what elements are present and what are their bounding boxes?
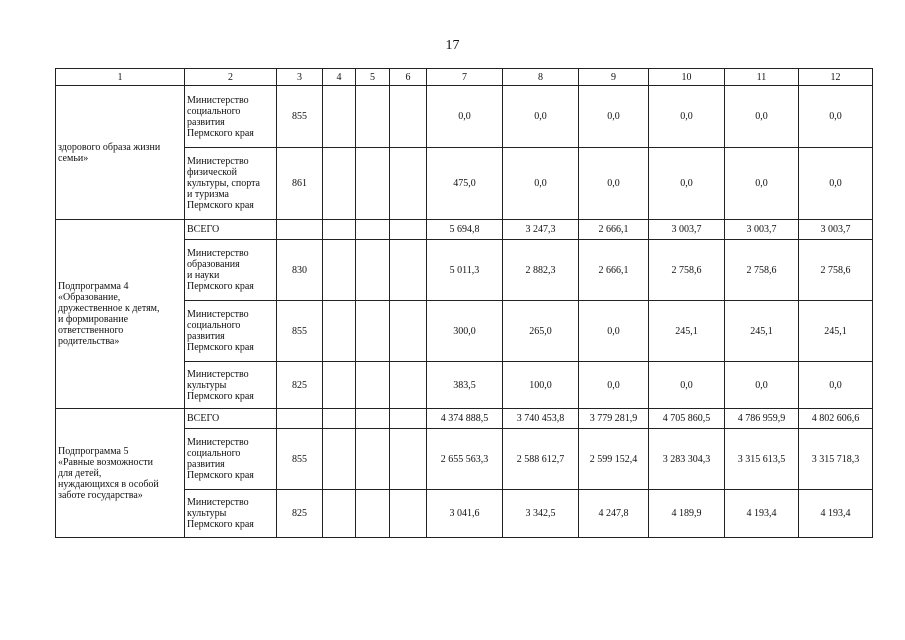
empty-cell (356, 220, 390, 240)
empty-cell (323, 490, 356, 538)
code-cell: 830 (277, 240, 323, 301)
value-cell: 245,1 (649, 301, 725, 362)
empty-cell (356, 148, 390, 220)
executor-cell: ВСЕГО (185, 409, 277, 429)
code-cell (277, 409, 323, 429)
table-row (56, 86, 873, 148)
code-cell: 861 (277, 148, 323, 220)
code-cell: 855 (277, 301, 323, 362)
empty-cell (323, 240, 356, 301)
value-cell: 3 247,3 (503, 220, 579, 240)
executor-cell: Министерство образования и науки Пермского края (185, 240, 277, 301)
empty-cell (356, 409, 390, 429)
value-cell: 0,0 (503, 148, 579, 220)
value-cell: 3 003,7 (799, 220, 873, 240)
column-number: 12 (799, 69, 873, 86)
value-cell: 245,1 (725, 301, 799, 362)
code-cell (277, 220, 323, 240)
value-cell: 3 342,5 (503, 490, 579, 538)
value-cell: 3 003,7 (725, 220, 799, 240)
value-cell: 2 666,1 (579, 220, 649, 240)
value-cell: 4 786 959,9 (725, 409, 799, 429)
budget-table (55, 68, 873, 538)
empty-cell (356, 490, 390, 538)
value-cell: 0,0 (649, 86, 725, 148)
value-cell: 0,0 (799, 362, 873, 409)
value-cell: 0,0 (725, 86, 799, 148)
value-cell: 0,0 (725, 148, 799, 220)
value-cell: 4 189,9 (649, 490, 725, 538)
empty-cell (390, 490, 427, 538)
code-cell: 855 (277, 429, 323, 490)
value-cell: 0,0 (579, 86, 649, 148)
value-cell: 4 247,8 (579, 490, 649, 538)
value-cell: 3 315 613,5 (725, 429, 799, 490)
empty-cell (356, 240, 390, 301)
executor-cell: Министерство культуры Пермского края (185, 490, 277, 538)
value-cell: 0,0 (799, 148, 873, 220)
program-name-cell: Подпрограмма 4 «Образование, дружественное к детям, и формирование ответственного родительства» (56, 220, 185, 409)
executor-cell: Министерство физической культуры, спорта и туризма Пермского края (185, 148, 277, 220)
executor-cell: Министерство социального развития Пермского края (185, 429, 277, 490)
value-cell: 0,0 (649, 148, 725, 220)
executor-cell: Министерство культуры Пермского края (185, 362, 277, 409)
executor-cell: Министерство социального развития Пермского края (185, 86, 277, 148)
value-cell: 4 705 860,5 (649, 409, 725, 429)
empty-cell (390, 409, 427, 429)
value-cell: 4 802 606,6 (799, 409, 873, 429)
code-cell: 825 (277, 490, 323, 538)
column-number: 6 (390, 69, 427, 86)
value-cell: 0,0 (579, 362, 649, 409)
executor-cell: Министерство социального развития Пермского края (185, 301, 277, 362)
value-cell: 0,0 (725, 362, 799, 409)
empty-cell (356, 86, 390, 148)
value-cell: 300,0 (427, 301, 503, 362)
value-cell: 3 041,6 (427, 490, 503, 538)
empty-cell (390, 220, 427, 240)
column-number-row (56, 69, 873, 86)
executor-cell: ВСЕГО (185, 220, 277, 240)
value-cell: 3 779 281,9 (579, 409, 649, 429)
value-cell: 4 374 888,5 (427, 409, 503, 429)
value-cell: 2 758,6 (725, 240, 799, 301)
program-name-cell: Подпрограмма 5 «Равные возможности для детей, нуждающихся в особой заботе государства» (56, 409, 185, 538)
empty-cell (390, 240, 427, 301)
empty-cell (323, 301, 356, 362)
column-number: 3 (277, 69, 323, 86)
empty-cell (323, 220, 356, 240)
column-number: 4 (323, 69, 356, 86)
empty-cell (356, 429, 390, 490)
table-row (56, 220, 873, 240)
column-number: 2 (185, 69, 277, 86)
program-name-cell: здорового образа жизни семьи» (56, 86, 185, 220)
value-cell: 2 882,3 (503, 240, 579, 301)
value-cell: 265,0 (503, 301, 579, 362)
table-row (56, 409, 873, 429)
column-number: 10 (649, 69, 725, 86)
value-cell: 2 758,6 (649, 240, 725, 301)
empty-cell (323, 409, 356, 429)
empty-cell (390, 362, 427, 409)
column-number: 9 (579, 69, 649, 86)
value-cell: 3 003,7 (649, 220, 725, 240)
value-cell: 2 588 612,7 (503, 429, 579, 490)
value-cell: 475,0 (427, 148, 503, 220)
empty-cell (323, 148, 356, 220)
value-cell: 0,0 (799, 86, 873, 148)
value-cell: 245,1 (799, 301, 873, 362)
value-cell: 5 694,8 (427, 220, 503, 240)
column-number: 8 (503, 69, 579, 86)
value-cell: 2 666,1 (579, 240, 649, 301)
value-cell: 3 283 304,3 (649, 429, 725, 490)
value-cell: 3 740 453,8 (503, 409, 579, 429)
empty-cell (356, 362, 390, 409)
value-cell: 2 758,6 (799, 240, 873, 301)
value-cell: 5 011,3 (427, 240, 503, 301)
value-cell: 0,0 (579, 301, 649, 362)
empty-cell (356, 301, 390, 362)
empty-cell (323, 86, 356, 148)
value-cell: 0,0 (503, 86, 579, 148)
empty-cell (390, 148, 427, 220)
code-cell: 825 (277, 362, 323, 409)
column-number: 5 (356, 69, 390, 86)
empty-cell (390, 301, 427, 362)
value-cell: 383,5 (427, 362, 503, 409)
value-cell: 2 599 152,4 (579, 429, 649, 490)
value-cell: 100,0 (503, 362, 579, 409)
empty-cell (390, 86, 427, 148)
value-cell: 0,0 (579, 148, 649, 220)
value-cell: 4 193,4 (725, 490, 799, 538)
empty-cell (323, 429, 356, 490)
code-cell: 855 (277, 86, 323, 148)
page-number: 17 (445, 38, 460, 53)
value-cell: 2 655 563,3 (427, 429, 503, 490)
empty-cell (323, 362, 356, 409)
column-number: 1 (56, 69, 185, 86)
value-cell: 4 193,4 (799, 490, 873, 538)
value-cell: 0,0 (427, 86, 503, 148)
value-cell: 3 315 718,3 (799, 429, 873, 490)
column-number: 7 (427, 69, 503, 86)
column-number: 11 (725, 69, 799, 86)
empty-cell (390, 429, 427, 490)
value-cell: 0,0 (649, 362, 725, 409)
